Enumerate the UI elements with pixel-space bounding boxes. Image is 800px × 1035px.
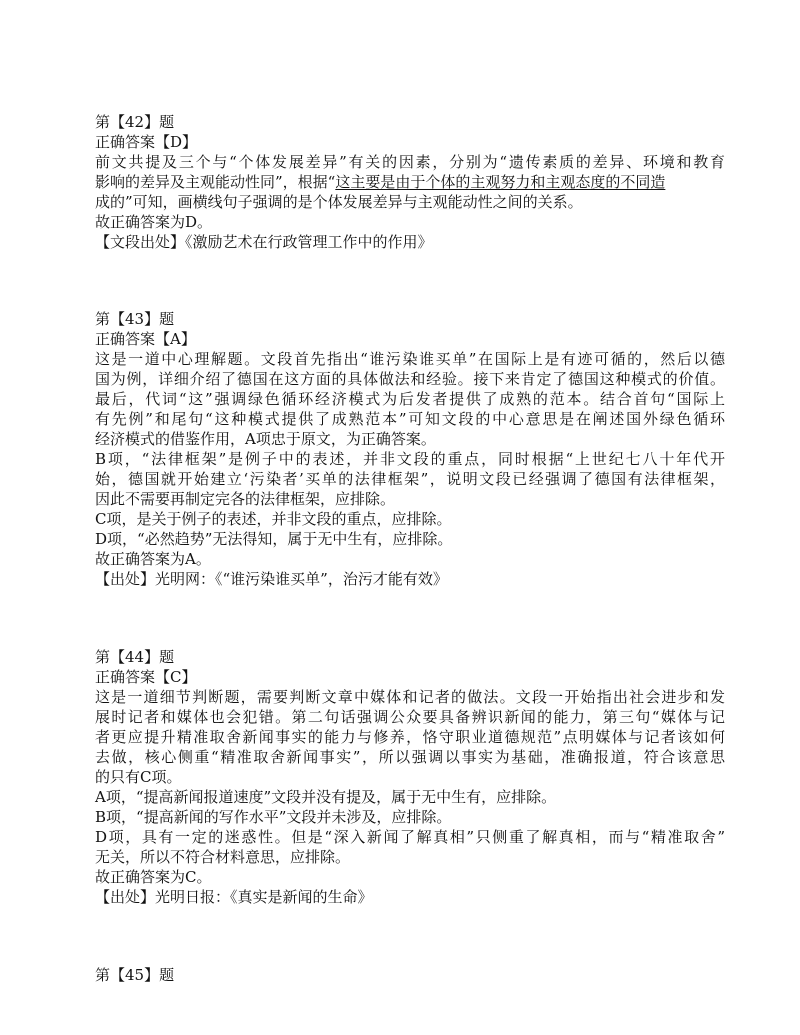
- explanation-text: 影响的差异及主观能动性同”，根据“: [95, 173, 336, 191]
- source-line: 【出处】光明日报：《真实是新闻的生命》: [95, 888, 373, 906]
- explanation-line: A项，“提高新闻报道速度”文段并没有提及，属于无中生有，应排除。: [95, 788, 557, 806]
- explanation-line: 无关，所以不符合材料意思，应排除。: [95, 848, 351, 866]
- explanation-line: 这是一道中心理解题。文段首先指出“谁污染谁买单”在国际上是有迹可循的，然后以德: [95, 350, 725, 368]
- explanation-line: 前文共提及三个与“个体发展差异”有关的因素，分别为“遗传素质的差异、环境和教育: [95, 153, 725, 171]
- spacer: [95, 907, 725, 965]
- correct-answer: 正确答案【D】: [95, 133, 198, 151]
- question-title: 第【45】题: [95, 966, 175, 984]
- explanation-line: 者更应提升精准取舍新闻事实的能力与修养，恪守职业道德规范”点明媒体与记者该如何: [95, 728, 725, 746]
- explanation-line: D项，具有一定的迷惑性。但是“深入新闻了解真相”只侧重了解真相，而与“精准取舍”: [95, 828, 725, 846]
- conclusion-line: 故正确答案为D。: [95, 213, 213, 231]
- underlined-text: 这主要是由于个体的主观努力和主观态度的不同造: [335, 173, 666, 191]
- explanation-line: 始，德国就开始建立‘污染者’买单的法律框架”，说明文段已经强调了德国有法律框架，: [95, 470, 725, 488]
- source-line: 【出处】光明网：《“谁污染谁买单”，治污才能有效》: [95, 570, 448, 588]
- explanation-line: 展时记者和媒体也会犯错。第二句话强调公众要具备辨识新闻的能力，第三句“媒体与记: [95, 708, 725, 726]
- question-43-block: [95, 309, 725, 589]
- question-44-block: [95, 647, 725, 907]
- answer-explanations-page: [95, 112, 725, 985]
- explanation-line: 这是一道细节判断题，需要判断文章中媒体和记者的做法。文段一开始指出社会进步和发: [95, 688, 725, 706]
- explanation-line: 成的”可知，画横线句子强调的是个体发展差异与主观能动性之间的关系。: [95, 193, 583, 211]
- spacer: [95, 589, 725, 647]
- correct-answer: 正确答案【C】: [95, 668, 197, 686]
- explanation-line: [95, 172, 725, 192]
- explanation-line: 去做，核心侧重“精准取舍新闻事实”，所以强调以事实为基础，准确报道，符合该意思: [95, 748, 725, 766]
- question-title: 第【43】题: [95, 310, 175, 328]
- source-line: 【文段出处】《激励艺术在行政管理工作中的作用》: [95, 233, 433, 251]
- explanation-line: 最后，代词“这”强调绿色循环经济模式为后发者提供了成熟的范本。结合首句“国际上: [95, 390, 725, 408]
- question-42-block: [95, 112, 725, 252]
- question-title: 第【44】题: [95, 648, 175, 666]
- question-45-block: [95, 965, 725, 985]
- explanation-line: B项，“法律框架”是例子中的表述，并非文段的重点，同时根据“上世纪七八十年代开: [95, 450, 725, 468]
- explanation-line: 的只有C项。: [95, 768, 182, 786]
- explanation-line: 国为例，详细介绍了德国在这方面的具体做法和经验。接下来肯定了德国这种模式的价值。: [95, 370, 725, 388]
- explanation-line: B项，“提高新闻的写作水平”文段并未涉及，应排除。: [95, 808, 452, 826]
- question-title: 第【42】题: [95, 113, 175, 131]
- conclusion-line: 故正确答案为C。: [95, 868, 212, 886]
- correct-answer: 正确答案【A】: [95, 330, 196, 348]
- spacer: [95, 252, 725, 309]
- explanation-line: C项，是关于例子的表述，并非文段的重点，应排除。: [95, 510, 452, 528]
- explanation-line: 有先例”和尾句“这种模式提供了成熟范本”可知文段的中心意思是在阐述国外绿色循环: [95, 410, 725, 428]
- explanation-line: D项，“必然趋势”无法得知，属于无中生有，应排除。: [95, 530, 453, 548]
- explanation-line: 经济模式的借鉴作用，A项忠于原文，为正确答案。: [95, 430, 436, 448]
- conclusion-line: 故正确答案为A。: [95, 550, 211, 568]
- explanation-line: 因此不需要再制定完各的法律框架，应排除。: [95, 490, 396, 508]
